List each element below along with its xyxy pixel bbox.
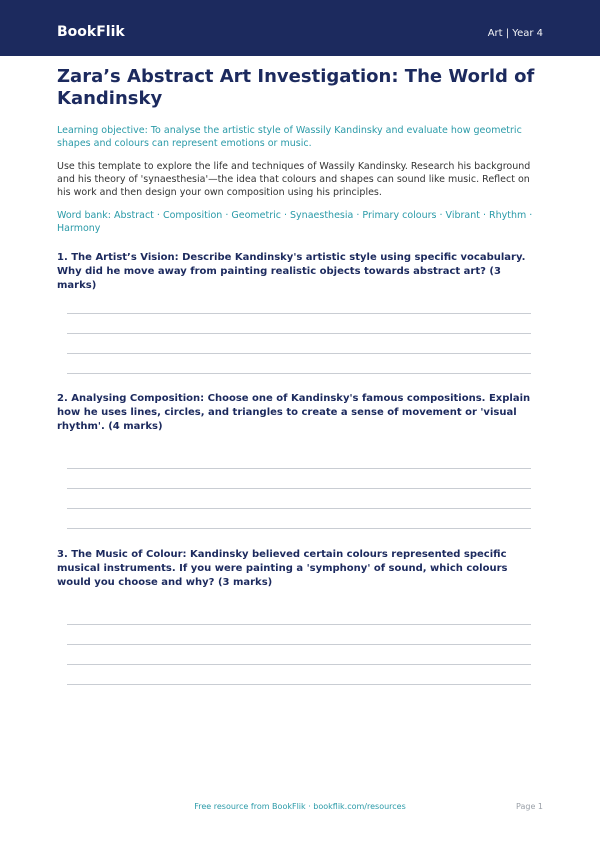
page-title: Zara’s Abstract Art Investigation: The World of Kandinsky — [57, 66, 535, 109]
header-bar — [0, 0, 600, 56]
intro-section — [57, 66, 543, 235]
instructions-text: Use this template to explore the life and techniques of Wassily Kandinsky. Research his background and his theory of 'synaesthesia'—the idea that colours and shapes can sound like music. Reflect on his work and then design your own composition using his principles. — [57, 161, 531, 198]
brand-logo-text[interactable]: BookFlik — [57, 24, 125, 40]
learning-objective: Learning objective: To analyse the artistic style of Wassily Kandinsky and evaluate how geometric shapes and colours can represent emotions or music. — [57, 125, 522, 149]
answer-line[interactable] — [67, 333, 531, 334]
answer-line[interactable] — [67, 664, 531, 665]
subject-year-label: Art | Year 4 — [487, 28, 543, 39]
footer-credit[interactable]: Free resource from BookFlik · bookflik.com/resources — [194, 802, 406, 811]
answer-line[interactable] — [67, 313, 531, 314]
answer-line[interactable] — [67, 644, 531, 645]
page-number: Page 1 — [516, 802, 543, 811]
answer-line[interactable] — [67, 488, 531, 489]
answer-line[interactable] — [67, 624, 531, 625]
answer-line[interactable] — [67, 684, 531, 685]
question-2: 2. Analysing Composition: Choose one of Kandinsky's famous compositions. Explain how he uses lines, circles, and triangles to create a sense of movement or 'visual rhythm'. (4 marks) — [57, 393, 531, 432]
answer-line[interactable] — [67, 468, 531, 469]
answer-line[interactable] — [67, 373, 531, 374]
word-bank: Word bank: Abstract · Composition · Geometric · Synaesthesia · Primary colours · Vibrant · Rhythm · Harmony — [57, 210, 533, 234]
answer-line[interactable] — [67, 508, 531, 509]
question-3: 3. The Music of Colour: Kandinsky believed certain colours represented specific musical instruments. If you were painting a 'symphony' of sound, which colours would you choose and why? (3 marks) — [57, 549, 508, 588]
answer-line[interactable] — [67, 353, 531, 354]
question-1: 1. The Artist’s Vision: Describe Kandinsky's artistic style using specific vocabulary. Why did he move away from painting realistic objects towards abstract art? (3 marks) — [57, 252, 526, 291]
answer-line[interactable] — [67, 528, 531, 529]
